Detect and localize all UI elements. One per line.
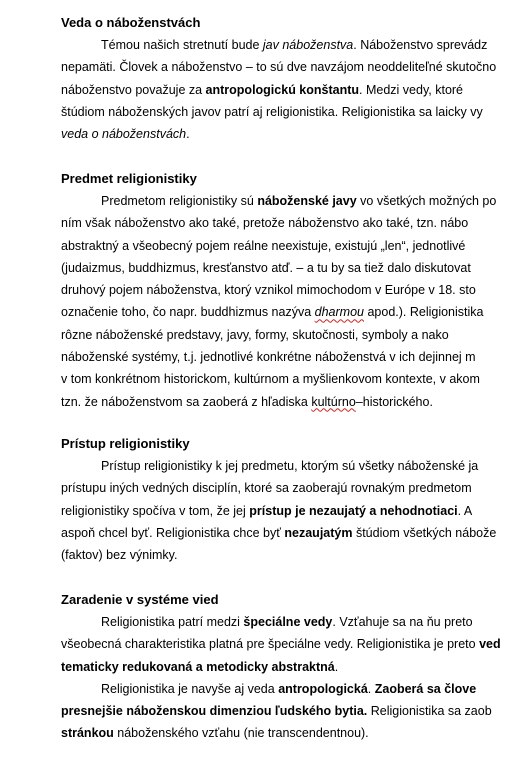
paragraph-line	[61, 678, 514, 700]
bold-text: ved	[479, 637, 501, 652]
text: .	[334, 659, 339, 674]
text: .	[367, 681, 375, 696]
paragraph-line	[61, 500, 514, 522]
text: .	[186, 127, 190, 142]
bold-text: stránkou	[61, 726, 114, 741]
paragraph-line: štúdiom náboženských javov patrí aj religionistika. Religionistika sa laicky vy	[61, 104, 483, 119]
heading-zaradenie: Zaradenie v systéme vied	[61, 592, 219, 607]
text: Religionistika je navyše aj veda	[101, 681, 279, 696]
paragraph-line	[61, 301, 514, 323]
paragraph-line: rôzne náboženské predstavy, javy, formy, skutočnosti, symboly a nako	[61, 327, 449, 342]
bold-text: presnejšie náboženskou dimenziou ľudského bytia.	[61, 704, 368, 719]
paragraph-line	[61, 722, 514, 744]
paragraph-line: prístupu iných vedných disciplín, ktoré sa zaoberajú rovnakým predmetom	[61, 481, 472, 496]
text: všeobecná charakteristika platná pre špeciálne vedy. Religionistika je preto	[61, 637, 480, 652]
heading-predmet: Predmet religionistiky	[61, 171, 197, 186]
bold-text: špeciálne vedy	[243, 615, 333, 629]
heading-pristup: Prístup religionistiky	[61, 436, 190, 451]
bold-text: antropologická	[278, 681, 368, 696]
text: náboženstvo považuje za	[61, 82, 206, 97]
bold-text: nezaujatým	[284, 525, 353, 540]
italic-text: jav náboženstva	[262, 38, 354, 52]
section-zaradenie-v-systeme-vied	[61, 589, 514, 745]
paragraph-line	[61, 123, 514, 145]
text: tzn. že náboženstvom sa zaoberá z hľadiska	[61, 394, 312, 409]
text: štúdiom všetkých nábože	[352, 525, 497, 540]
text: . Náboženstvo sprevádz	[353, 38, 488, 52]
section-predmet-religionistiky	[61, 168, 514, 413]
bold-text: náboženské javy	[257, 194, 357, 208]
paragraph-line: druhový pojem náboženstva, ktorý vznikol mimochodom v Európe v 18. sto	[61, 283, 476, 298]
paragraph-line	[61, 611, 514, 633]
spellcheck-italic-text: dharmou	[314, 305, 364, 320]
paragraph-line	[61, 190, 514, 212]
paragraph-line: náboženské systémy, t.j. jednotlivé konkrétne náboženstvá v ich dejinnej m	[61, 350, 476, 365]
paragraph-line: abstraktný a všeobecný pojem reálne neexistuje, existujú „len“, jednotlivé	[61, 238, 466, 253]
paragraph-line	[61, 391, 514, 413]
bold-text: Zaoberá sa člove	[374, 681, 477, 696]
text: . Vzťahuje sa na ňu preto	[332, 615, 473, 629]
paragraph-line	[61, 656, 514, 678]
heading-veda: Veda o náboženstvách	[61, 15, 201, 30]
text: Religionistika patrí medzi	[101, 615, 244, 629]
spellcheck-text: kultúrno	[311, 394, 356, 409]
text: apod.). Religionistika	[363, 305, 484, 320]
paragraph-line	[61, 700, 514, 722]
paragraph-line: nepamäti. Človek a náboženstvo – to sú dve navzájom neoddeliteľné skutočno	[61, 60, 497, 75]
text: aspoň chcel byť. Religionistika chce byť	[61, 525, 285, 540]
text: vo všetkých možných po	[356, 194, 497, 208]
text: Religionistika sa zaob	[367, 704, 492, 719]
text: . A	[457, 503, 473, 518]
bold-text: antropologickú konštantu	[205, 82, 360, 97]
paragraph-line: (judaizmus, buddhizmus, kresťanstvo atď. – a tu by sa tiež dalo diskutovat	[61, 260, 471, 275]
text: Témou našich stretnutí bude	[101, 38, 263, 52]
paragraph-line	[61, 34, 514, 56]
paragraph-line: Prístup religionistiky k jej predmetu, ktorým sú všetky náboženské ja	[101, 459, 479, 473]
text: označenie toho, čo napr. buddhizmus nazýva	[61, 305, 315, 320]
section-pristup-religionistiky	[61, 433, 514, 566]
text: . Medzi vedy, ktoré	[359, 82, 464, 97]
paragraph-line: v tom konkrétnom historickom, kultúrnom a myšlienkovom kontexte, v akom	[61, 372, 480, 387]
section-veda-o-nabozenstvach	[61, 12, 514, 145]
italic-text: veda o náboženstvách	[61, 127, 187, 142]
paragraph-line	[61, 79, 514, 101]
text: –historického.	[355, 394, 433, 409]
paragraph-line: (faktov) bez výnimky.	[61, 548, 178, 563]
text: Predmetom religionistiky sú	[101, 194, 258, 208]
text: religionistiky spočíva v tom, že jej	[61, 503, 250, 518]
bold-text: prístup je nezaujatý a nehodnotiaci	[249, 503, 458, 518]
paragraph-line	[61, 633, 514, 655]
bold-text: tematicky redukovaná a metodicky abstraktná	[61, 659, 335, 674]
paragraph-line: ním však náboženstvo ako také, pretože náboženstvo ako také, tzn. nábo	[61, 216, 469, 231]
text: náboženského vzťahu (nie transcendentnou).	[113, 726, 369, 741]
paragraph-line	[61, 522, 514, 544]
